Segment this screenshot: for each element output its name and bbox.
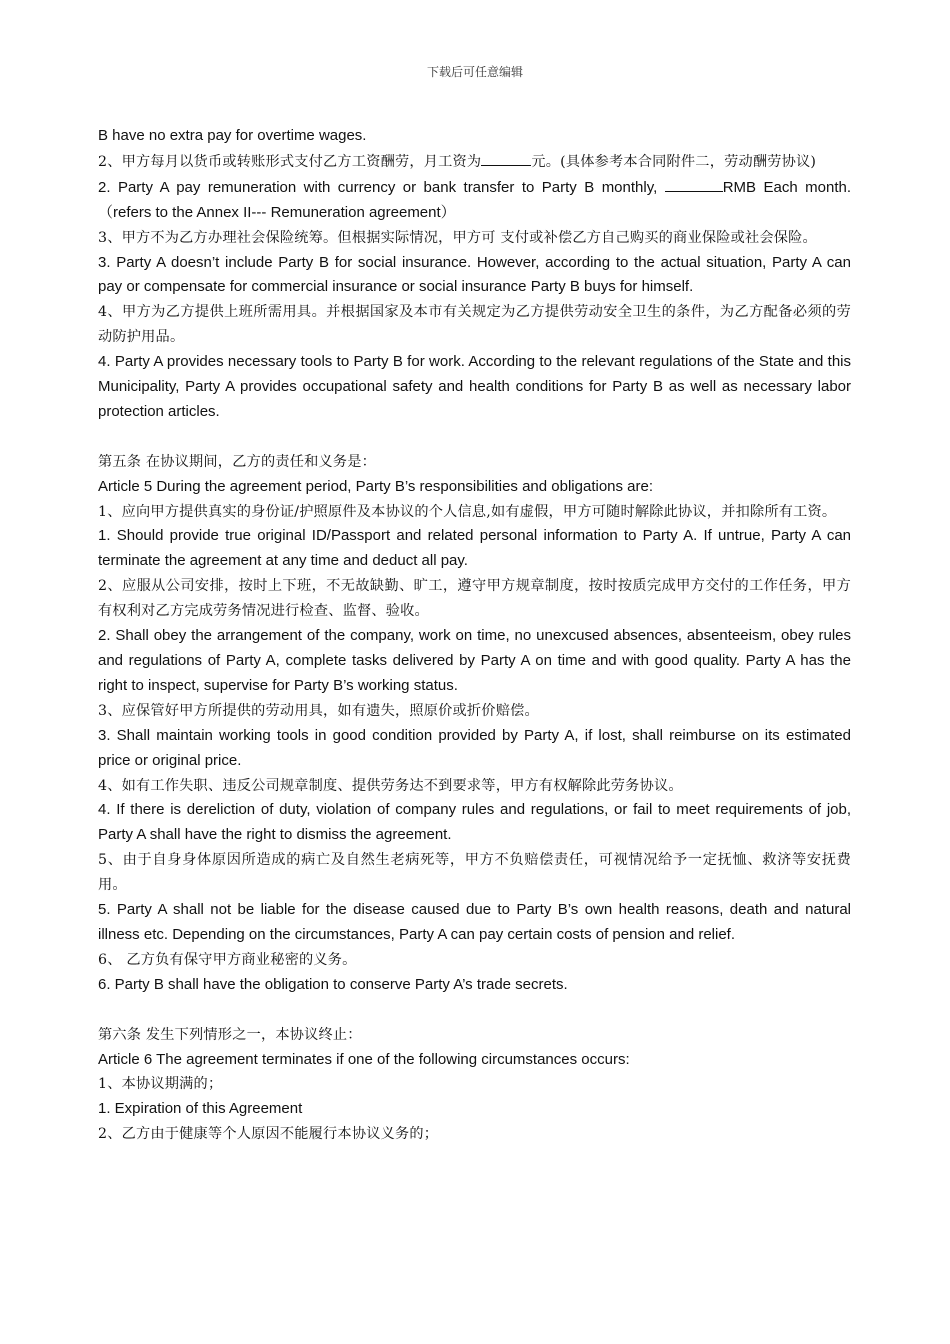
article4-item3-zh: 3、甲方不为乙方办理社会保险统筹。但根据实际情况，甲方可 支付或补偿乙方自己购买的商业保险或社会保险。 <box>98 229 817 246</box>
article5-item1-zh: 1、应向甲方提供真实的身份证/护照原件及本协议的个人信息,如有虚假，甲方可随时解除此协议，并扣除所有工资。 <box>98 503 837 520</box>
article4-item3-en: 3. Party A doesn’t include Party B for social insurance. However, according to the actual situation, Party A can pay or compensate for commercial insurance or social insurance Party B buys for himself. <box>98 253 851 296</box>
article5-item2-en: 2. Shall obey the arrangement of the company, work on time, no unexcused absences, absenteeism, obey rules and regulations of Party A, complete tasks delivered by Party A on time and with good quality. Party A has the right to inspect, supervise for Party B’s working status. <box>98 627 851 694</box>
article5-title-zh: 第五条 在协议期间，乙方的责任和义务是： <box>98 453 377 470</box>
article5-item6-en: 6. Party B shall have the obligation to conserve Party A’s trade secrets. <box>98 975 568 993</box>
article5-item3-en: 3. Shall maintain working tools in good condition provided by Party A, if lost, shall reimburse on its estimated price or original price. <box>98 726 851 769</box>
article4-item4-en: 4. Party A provides necessary tools to Party B for work. According to the relevant regulations of the State and this Municipality, Party A provides occupational safety and health conditions for Party B as well as necessary labor protection articles. <box>98 353 851 420</box>
article6-item1-zh: 1、本协议期满的； <box>98 1076 223 1093</box>
article5-title-en: Article 5 During the agreement period, Party B’s responsibilities and obligations are: <box>98 477 654 495</box>
article6-item1-en: 1. Expiration of this Agreement <box>98 1100 303 1118</box>
article6-title-en: Article 6 The agreement terminates if one of the following circumstances occurs: <box>98 1050 630 1068</box>
document-body <box>98 124 851 1147</box>
article5-item2-zh: 2、应服从公司安排，按时上下班，不无故缺勤、旷工，遵守甲方规章制度，按时按质完成甲方交付的工作任务，甲方有权利对乙方完成劳务情况进行检查、监督、验收。 <box>98 578 851 620</box>
page-header: 下载后可任意编辑 <box>426 65 523 79</box>
article6-item2-zh: 2、乙方由于健康等个人原因不能履行本协议义务的； <box>98 1126 439 1143</box>
article5-item5-zh: 5、由于自身身体原因所造成的病亡及自然生老病死等，甲方不负赔偿责任，可视情况给予一定抚恤、救济等安抚费用。 <box>98 852 851 894</box>
article5-item6-zh: 6、 乙方负有保守甲方商业秘密的义务。 <box>98 951 357 968</box>
article5-item1-en: 1. Should provide true original ID/Passport and related personal information to Party A. If untrue, Party A can terminate the agreement at any time and deduct all pay. <box>98 527 851 570</box>
article5-item4-zh: 4、如有工作失职、违反公司规章制度、提供劳务达不到要求等，甲方有权解除此劳务协议。 <box>98 777 683 794</box>
article5-item5-en: 5. Party A shall not be liable for the disease caused due to Party B’s own health reasons, death and natural illness etc. Depending on the circumstances, Party A can pay certain costs of pension and relief. <box>98 901 851 943</box>
salary-blank <box>481 149 531 166</box>
article4-item2-en: 2. Party A pay remuneration with currency or bank transfer to Party B monthly, RMB Each month.（refers to the Annex II--- Remuneration agreement） <box>98 175 851 226</box>
article5-item3-zh: 3、应保管好甲方所提供的劳动用具，如有遗失，照原价或折价赔偿。 <box>98 702 539 719</box>
article6-title-zh: 第六条 发生下列情形之一，本协议终止： <box>98 1026 362 1043</box>
article4-item1-continuation: B have no extra pay for overtime wages. <box>98 127 367 144</box>
article5-item4-en: 4. If there is dereliction of duty, violation of company rules and regulations, or fail to meet requirements of job, Party A shall have the right to dismiss the agreement. <box>98 801 851 844</box>
article4-item2-zh: 2、甲方每月以货币或转账形式支付乙方工资酬劳，月工资为 元。(具体参考本合同附件二，劳动酬劳协议) <box>98 149 851 175</box>
salary-blank-en <box>665 175 723 192</box>
article4-item4-zh: 4、甲方为乙方提供上班所需用具。并根据国家及本市有关规定为乙方提供劳动安全卫生的条件，为乙方配备必须的劳动防护用品。 <box>98 304 851 346</box>
